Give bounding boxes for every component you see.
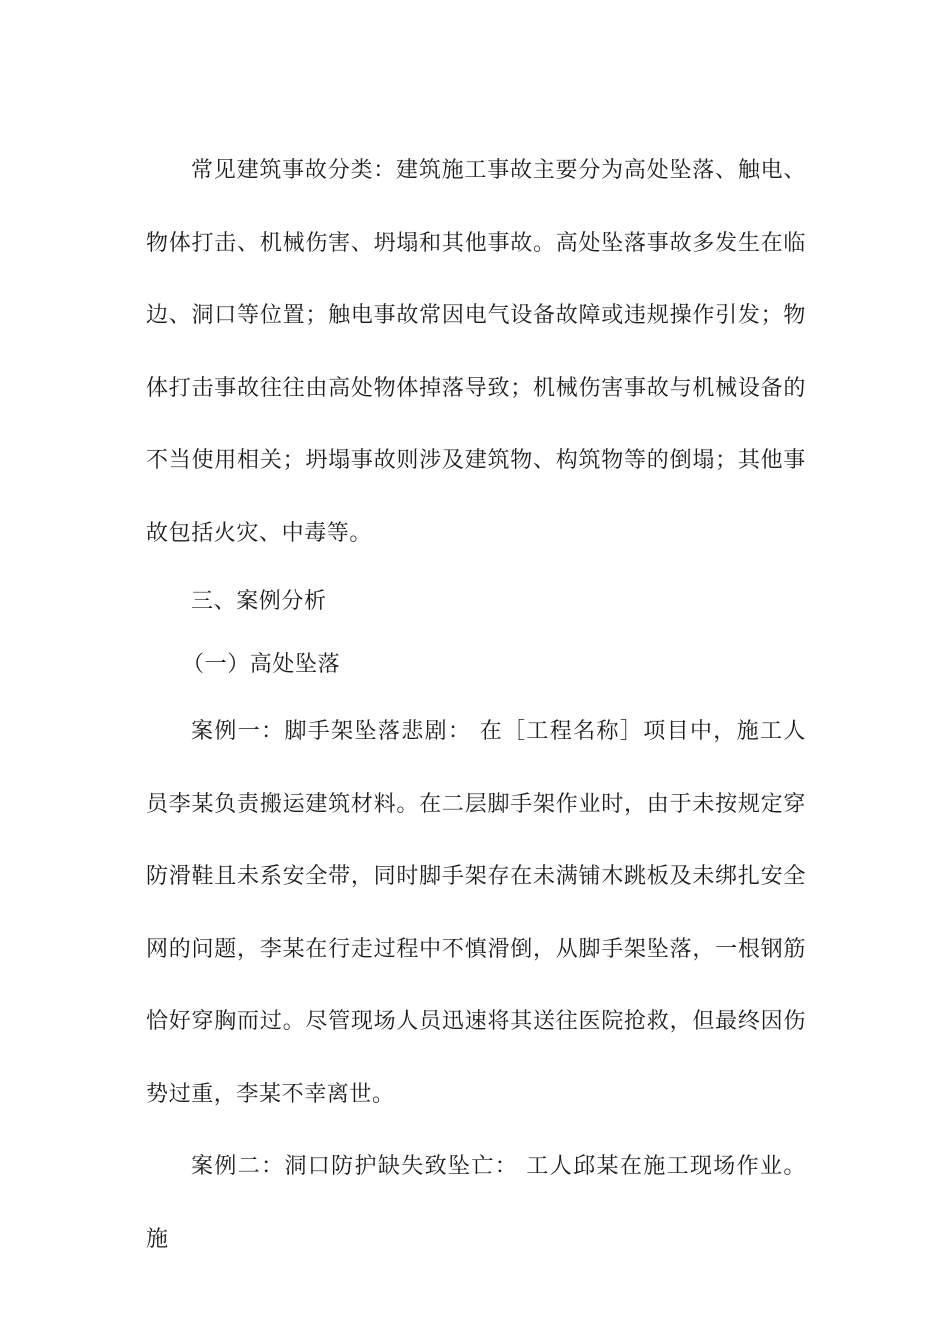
case-one-paragraph: 案例一：脚手架坠落悲剧： 在［工程名称］项目中，施工人员李某负责搬运建筑材料。在二层脚手架作业时，由于未按规定穿防滑鞋且未系安全带，同时脚手架存在未满铺木跳板及未绑扎安全网的问题，李某在行走过程中不慎滑倒，从脚手架坠落，一根钢筋恰好穿胸而过。尽管现场人员迅速将其送往医院抢救，但最终因伤势过重，李某不幸离世。: [146, 719, 806, 1107]
case-two-paragraph: 案例二：洞口防护缺失致坠亡： 工人邱某在施工现场作业。施: [146, 1154, 806, 1252]
section-heading: 三、案例分析: [191, 589, 327, 614]
accident-classification-paragraph: 常见建筑事故分类：建筑施工事故主要分为高处坠落、触电、物体打击、机械伤害、坍塌和其他事故。高处坠落事故多发生在临边、洞口等位置；触电事故常因电气设备故障或违规操作引发；物体打击事故往往由高处物体掉落导致；机械伤害事故与机械设备的不当使用相关；坍塌事故则涉及建筑物、构筑物等的倒塌；其他事故包括火灾、中毒等。: [146, 158, 806, 546]
document-body: [146, 135, 806, 1276]
subsection-heading: （一）高处坠落: [182, 652, 341, 677]
